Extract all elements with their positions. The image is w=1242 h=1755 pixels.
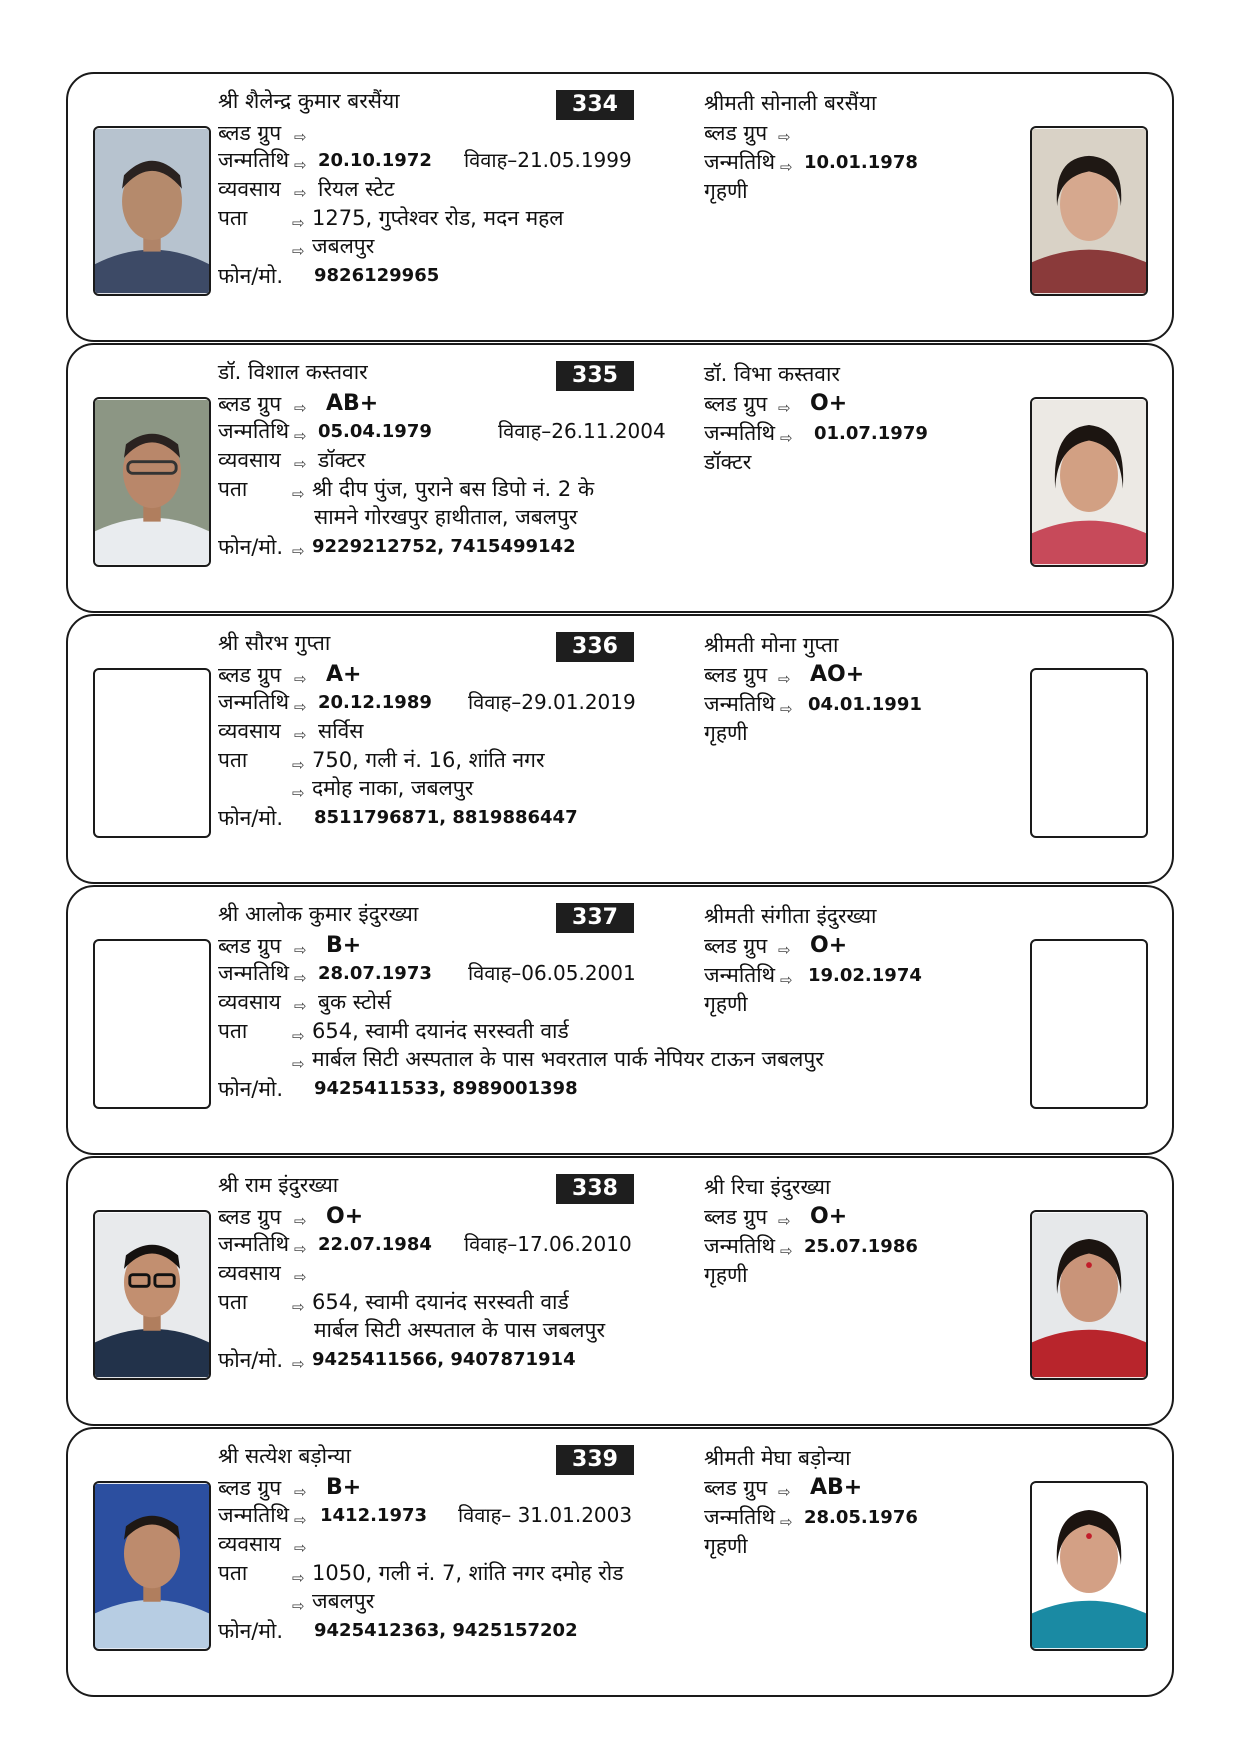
blood-label: ब्लड ग्रुप bbox=[218, 934, 282, 958]
person-photo-icon bbox=[1032, 1483, 1146, 1649]
arrow-right-icon: ⇨ bbox=[294, 156, 307, 174]
marriage-date: विवाह–17.06.2010 bbox=[464, 1232, 632, 1256]
address-line-2: जबलपुर bbox=[312, 234, 375, 258]
husband-name: श्री शैलेन्द्र कुमार बरसैंया bbox=[218, 89, 400, 113]
address-line-1: श्री दीप पुंज, पुराने बस डिपो नं. 2 के bbox=[312, 477, 595, 501]
husband-dob: 20.10.1972 bbox=[318, 150, 432, 171]
arrow-right-icon: ⇨ bbox=[292, 756, 305, 774]
arrow-right-icon: ⇨ bbox=[780, 158, 793, 176]
arrow-right-icon: ⇨ bbox=[294, 997, 307, 1015]
wife-dob: 19.02.1974 bbox=[808, 965, 922, 986]
arrow-right-icon: ⇨ bbox=[292, 242, 305, 260]
member-card-334 bbox=[66, 72, 1174, 342]
arrow-right-icon: ⇨ bbox=[294, 399, 307, 417]
member-card-336 bbox=[66, 614, 1174, 884]
wife-dob: 25.07.1986 bbox=[804, 1236, 918, 1257]
dob-label: जन्मतिथि bbox=[218, 690, 290, 714]
husband-dob: 1412.1973 bbox=[320, 1505, 428, 1526]
wife-photo-placeholder bbox=[1030, 668, 1148, 838]
wife-photo bbox=[1030, 1481, 1148, 1651]
arrow-right-icon: ⇨ bbox=[294, 670, 307, 688]
phone-number: 9425412363, 9425157202 bbox=[314, 1620, 578, 1641]
arrow-right-icon: ⇨ bbox=[294, 128, 307, 146]
wife-blood-label: ब्लड ग्रुप bbox=[704, 392, 768, 416]
wife-dob-label: जन्मतिथि bbox=[704, 1505, 776, 1529]
wife-occupation: गृहणी bbox=[704, 992, 748, 1016]
member-number: 338 bbox=[556, 1174, 634, 1204]
address-line-1: 1050, गली नं. 7, शांति नगर दमोह रोड bbox=[312, 1561, 624, 1585]
address-label: पता bbox=[218, 748, 248, 772]
wife-blood: O+ bbox=[810, 933, 848, 958]
arrow-right-icon: ⇨ bbox=[778, 670, 791, 688]
arrow-right-icon: ⇨ bbox=[294, 1511, 307, 1529]
arrow-right-icon: ⇨ bbox=[294, 427, 307, 445]
arrow-right-icon: ⇨ bbox=[294, 698, 307, 716]
husband-occupation: डॉक्टर bbox=[318, 448, 366, 472]
member-number: 339 bbox=[556, 1445, 634, 1475]
address-line-2: मार्बल सिटी अस्पताल के पास भवरताल पार्क नेपियर टाऊन जबलपुर bbox=[312, 1047, 824, 1071]
arrow-right-icon: ⇨ bbox=[294, 1483, 307, 1501]
husband-photo bbox=[93, 1481, 211, 1651]
arrow-right-icon: ⇨ bbox=[292, 485, 305, 503]
husband-photo bbox=[93, 397, 211, 567]
wife-dob-label: जन्मतिथि bbox=[704, 1234, 776, 1258]
wife-blood: AB+ bbox=[810, 1475, 863, 1500]
dob-label: जन्मतिथि bbox=[218, 419, 290, 443]
arrow-right-icon: ⇨ bbox=[778, 128, 791, 146]
member-number: 334 bbox=[556, 90, 634, 120]
arrow-right-icon: ⇨ bbox=[294, 726, 307, 744]
arrow-right-icon: ⇨ bbox=[294, 941, 307, 959]
wife-occupation: डॉक्टर bbox=[704, 450, 752, 474]
wife-dob: 01.07.1979 bbox=[814, 423, 928, 444]
phone-label: फोन/मो. bbox=[218, 264, 284, 288]
arrow-right-icon: ⇨ bbox=[780, 700, 793, 718]
occupation-label: व्यवसाय bbox=[218, 719, 281, 743]
arrow-right-icon: ⇨ bbox=[778, 941, 791, 959]
arrow-right-icon: ⇨ bbox=[778, 1212, 791, 1230]
arrow-right-icon: ⇨ bbox=[294, 184, 307, 202]
person-photo-icon bbox=[95, 1212, 209, 1378]
wife-dob-label: जन्मतिथि bbox=[704, 150, 776, 174]
husband-dob: 22.07.1984 bbox=[318, 1234, 432, 1255]
wife-photo bbox=[1030, 397, 1148, 567]
wife-dob: 04.01.1991 bbox=[808, 694, 922, 715]
arrow-right-icon: ⇨ bbox=[778, 399, 791, 417]
wife-blood: O+ bbox=[810, 391, 848, 416]
phone-number: 9229212752, 7415499142 bbox=[312, 536, 576, 557]
husband-name: श्री राम इंदुरख्या bbox=[218, 1173, 339, 1197]
phone-label: फोन/मो. bbox=[218, 535, 284, 559]
husband-occupation: रियल स्टेट bbox=[318, 177, 395, 201]
arrow-right-icon: ⇨ bbox=[292, 1569, 305, 1587]
arrow-right-icon: ⇨ bbox=[294, 455, 307, 473]
occupation-label: व्यवसाय bbox=[218, 177, 281, 201]
arrow-right-icon: ⇨ bbox=[294, 969, 307, 987]
husband-blood: B+ bbox=[326, 933, 362, 958]
wife-dob-label: जन्मतिथि bbox=[704, 421, 776, 445]
address-line-2: सामने गोरखपुर हाथीताल, जबलपुर bbox=[314, 505, 578, 529]
phone-number: 9425411566, 9407871914 bbox=[312, 1349, 576, 1370]
dob-label: जन्मतिथि bbox=[218, 961, 290, 985]
wife-blood-label: ब्लड ग्रुप bbox=[704, 121, 768, 145]
wife-occupation: गृहणी bbox=[704, 1534, 748, 1558]
occupation-label: व्यवसाय bbox=[218, 448, 281, 472]
arrow-right-icon: ⇨ bbox=[292, 214, 305, 232]
blood-label: ब्लड ग्रुप bbox=[218, 663, 282, 687]
husband-dob: 28.07.1973 bbox=[318, 963, 432, 984]
person-photo-icon bbox=[1032, 1212, 1146, 1378]
arrow-right-icon: ⇨ bbox=[292, 1027, 305, 1045]
person-photo-icon bbox=[95, 1483, 209, 1649]
arrow-right-icon: ⇨ bbox=[292, 1055, 305, 1073]
phone-label: फोन/मो. bbox=[218, 1348, 284, 1372]
arrow-right-icon: ⇨ bbox=[292, 542, 305, 560]
occupation-label: व्यवसाय bbox=[218, 1261, 281, 1285]
address-line-1: 750, गली नं. 16, शांति नगर bbox=[312, 748, 545, 772]
address-line-1: 1275, गुप्तेश्वर रोड, मदन महल bbox=[312, 206, 564, 230]
wife-name: डॉ. विभा कस्तवार bbox=[704, 362, 840, 386]
person-photo-icon bbox=[95, 128, 209, 294]
wife-blood: AO+ bbox=[810, 662, 865, 687]
address-line-1: 654, स्वामी दयानंद सरस्वती वार्ड bbox=[312, 1019, 569, 1043]
member-number: 335 bbox=[556, 361, 634, 391]
husband-dob: 05.04.1979 bbox=[318, 421, 432, 442]
husband-photo-placeholder bbox=[93, 939, 211, 1109]
dob-label: जन्मतिथि bbox=[218, 1503, 290, 1527]
address-line-2: मार्बल सिटी अस्पताल के पास जबलपुर bbox=[314, 1318, 606, 1342]
arrow-right-icon: ⇨ bbox=[294, 1268, 307, 1286]
wife-photo-placeholder bbox=[1030, 939, 1148, 1109]
dob-label: जन्मतिथि bbox=[218, 148, 290, 172]
member-card-335 bbox=[66, 343, 1174, 613]
wife-blood-label: ब्लड ग्रुप bbox=[704, 1476, 768, 1500]
wife-name: श्रीमती सोनाली बरसैंया bbox=[704, 91, 877, 115]
phone-label: फोन/मो. bbox=[218, 1077, 284, 1101]
husband-dob: 20.12.1989 bbox=[318, 692, 432, 713]
address-label: पता bbox=[218, 206, 248, 230]
husband-photo bbox=[93, 126, 211, 296]
arrow-right-icon: ⇨ bbox=[292, 1355, 305, 1373]
person-photo-icon bbox=[95, 399, 209, 565]
blood-label: ब्लड ग्रुप bbox=[218, 1205, 282, 1229]
wife-photo bbox=[1030, 126, 1148, 296]
wife-occupation: गृहणी bbox=[704, 1263, 748, 1287]
arrow-right-icon: ⇨ bbox=[292, 784, 305, 802]
address-label: पता bbox=[218, 1019, 248, 1043]
marriage-date: विवाह–26.11.2004 bbox=[498, 419, 666, 443]
husband-name: श्री सौरभ गुप्ता bbox=[218, 631, 331, 655]
blood-label: ब्लड ग्रुप bbox=[218, 121, 282, 145]
address-line-2: जबलपुर bbox=[312, 1589, 375, 1613]
arrow-right-icon: ⇨ bbox=[292, 1298, 305, 1316]
blood-label: ब्लड ग्रुप bbox=[218, 392, 282, 416]
wife-dob-label: जन्मतिथि bbox=[704, 692, 776, 716]
marriage-date: विवाह–29.01.2019 bbox=[468, 690, 636, 714]
dob-label: जन्मतिथि bbox=[218, 1232, 290, 1256]
husband-blood: B+ bbox=[326, 1475, 362, 1500]
address-line-2: दमोह नाका, जबलपुर bbox=[312, 776, 474, 800]
phone-number: 9425411533, 8989001398 bbox=[314, 1078, 578, 1099]
husband-name: श्री सत्येश बड़ोन्या bbox=[218, 1444, 351, 1468]
occupation-label: व्यवसाय bbox=[218, 1532, 281, 1556]
marriage-date: विवाह–06.05.2001 bbox=[468, 961, 636, 985]
husband-occupation: सर्विस bbox=[318, 719, 364, 743]
occupation-label: व्यवसाय bbox=[218, 990, 281, 1014]
member-number: 336 bbox=[556, 632, 634, 662]
person-photo-icon bbox=[1032, 399, 1146, 565]
arrow-right-icon: ⇨ bbox=[294, 1240, 307, 1258]
phone-label: फोन/मो. bbox=[218, 806, 284, 830]
husband-blood: A+ bbox=[326, 662, 362, 687]
wife-blood: O+ bbox=[810, 1204, 848, 1229]
wife-blood-label: ब्लड ग्रुप bbox=[704, 663, 768, 687]
address-label: पता bbox=[218, 477, 248, 501]
wife-dob-label: जन्मतिथि bbox=[704, 963, 776, 987]
phone-label: फोन/मो. bbox=[218, 1619, 284, 1643]
address-label: पता bbox=[218, 1561, 248, 1585]
person-photo-icon bbox=[1032, 128, 1146, 294]
arrow-right-icon: ⇨ bbox=[780, 1513, 793, 1531]
husband-name: डॉ. विशाल कस्तवार bbox=[218, 360, 368, 384]
husband-name: श्री आलोक कुमार इंदुरख्या bbox=[218, 902, 419, 926]
wife-blood-label: ब्लड ग्रुप bbox=[704, 1205, 768, 1229]
phone-number: 8511796871, 8819886447 bbox=[314, 807, 578, 828]
address-line-1: 654, स्वामी दयानंद सरस्वती वार्ड bbox=[312, 1290, 569, 1314]
wife-name: श्रीमती मेघा बड़ोन्या bbox=[704, 1446, 851, 1470]
member-number: 337 bbox=[556, 903, 634, 933]
wife-occupation: गृहणी bbox=[704, 179, 748, 203]
husband-blood: AB+ bbox=[326, 391, 379, 416]
arrow-right-icon: ⇨ bbox=[780, 429, 793, 447]
wife-name: श्री रिचा इंदुरख्या bbox=[704, 1175, 831, 1199]
wife-name: श्रीमती संगीता इंदुरख्या bbox=[704, 904, 877, 928]
address-label: पता bbox=[218, 1290, 248, 1314]
arrow-right-icon: ⇨ bbox=[778, 1483, 791, 1501]
arrow-right-icon: ⇨ bbox=[294, 1539, 307, 1557]
member-card-337 bbox=[66, 885, 1174, 1155]
arrow-right-icon: ⇨ bbox=[294, 1212, 307, 1230]
marriage-date: विवाह– 31.01.2003 bbox=[458, 1503, 633, 1527]
blood-label: ब्लड ग्रुप bbox=[218, 1476, 282, 1500]
wife-occupation: गृहणी bbox=[704, 721, 748, 745]
wife-dob: 10.01.1978 bbox=[804, 152, 918, 173]
husband-occupation: बुक स्टोर्स bbox=[318, 990, 392, 1014]
wife-photo bbox=[1030, 1210, 1148, 1380]
wife-name: श्रीमती मोना गुप्ता bbox=[704, 633, 839, 657]
arrow-right-icon: ⇨ bbox=[780, 1242, 793, 1260]
wife-blood-label: ब्लड ग्रुप bbox=[704, 934, 768, 958]
arrow-right-icon: ⇨ bbox=[292, 1597, 305, 1615]
member-card-339 bbox=[66, 1427, 1174, 1697]
husband-photo bbox=[93, 1210, 211, 1380]
wife-dob: 28.05.1976 bbox=[804, 1507, 918, 1528]
husband-photo-placeholder bbox=[93, 668, 211, 838]
marriage-date: विवाह–21.05.1999 bbox=[464, 148, 632, 172]
husband-blood: O+ bbox=[326, 1204, 364, 1229]
arrow-right-icon: ⇨ bbox=[780, 971, 793, 989]
phone-number: 9826129965 bbox=[314, 265, 440, 286]
member-card-338 bbox=[66, 1156, 1174, 1426]
